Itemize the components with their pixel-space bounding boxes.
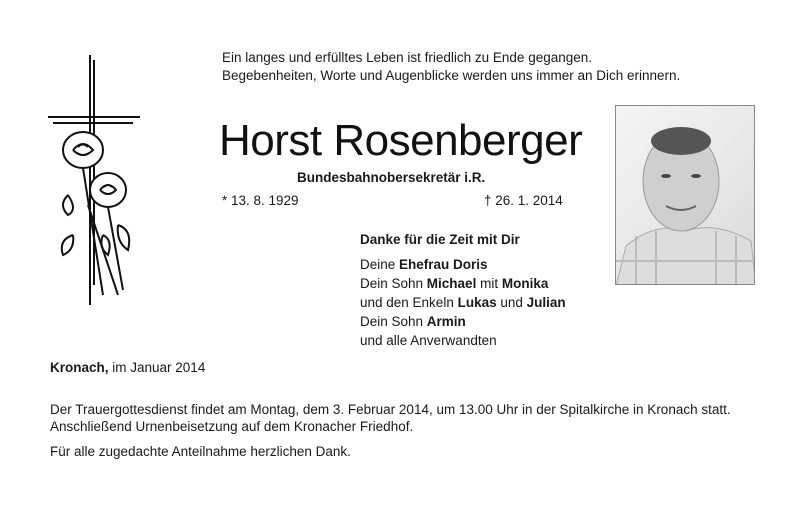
place-date xyxy=(50,359,205,377)
family-name: Michael xyxy=(426,276,477,291)
family-text: und den Enkeln xyxy=(360,295,458,310)
family-text: Deine xyxy=(360,257,400,272)
thanks-heading: Danke für die Zeit mit Dir xyxy=(360,232,520,247)
birth-date: * 13. 8. 1929 xyxy=(222,193,299,208)
family-name: Julian xyxy=(526,295,566,310)
family-text: Dein Sohn xyxy=(360,276,427,291)
family-text: Dein Sohn xyxy=(360,314,427,329)
family-name: Monika xyxy=(501,276,549,291)
deceased-name: Horst Rosenberger xyxy=(219,116,583,165)
family-text: und alle Anverwandten xyxy=(360,333,497,348)
service-line-2: Anschließend Urnenbeisetzung auf dem Kronacher Friedhof. xyxy=(50,419,414,434)
family-member-line xyxy=(360,313,466,331)
family-member-line xyxy=(360,332,497,350)
family-name: Lukas xyxy=(457,295,497,310)
cross-with-roses-icon xyxy=(48,55,148,315)
family-name: Ehefrau Doris xyxy=(399,257,488,272)
family-member-line xyxy=(360,256,488,274)
intro-line-2: Begebenheiten, Worte und Augenblicke werden uns immer an Dich erinnern. xyxy=(222,68,681,83)
family-member-line xyxy=(360,294,566,312)
closing-thanks: Für alle zugedachte Anteilnahme herzlichen Dank. xyxy=(50,444,351,459)
date-text: im Januar 2014 xyxy=(108,360,206,375)
service-line-1: Der Trauergottesdienst findet am Montag, dem 3. Februar 2014, um 13.00 Uhr in der Spitalkirche in Kronach statt. xyxy=(50,402,731,417)
intro-line-1: Ein langes und erfülltes Leben ist friedlich zu Ende gegangen. xyxy=(222,50,593,65)
portrait-photo xyxy=(615,105,755,285)
death-date: † 26. 1. 2014 xyxy=(484,193,563,208)
place: Kronach, xyxy=(50,360,109,375)
family-text: mit xyxy=(476,276,502,291)
family-name: Armin xyxy=(426,314,466,329)
family-text: und xyxy=(496,295,527,310)
family-member-line xyxy=(360,275,548,293)
deceased-title: Bundesbahnobersekretär i.R. xyxy=(297,170,486,185)
